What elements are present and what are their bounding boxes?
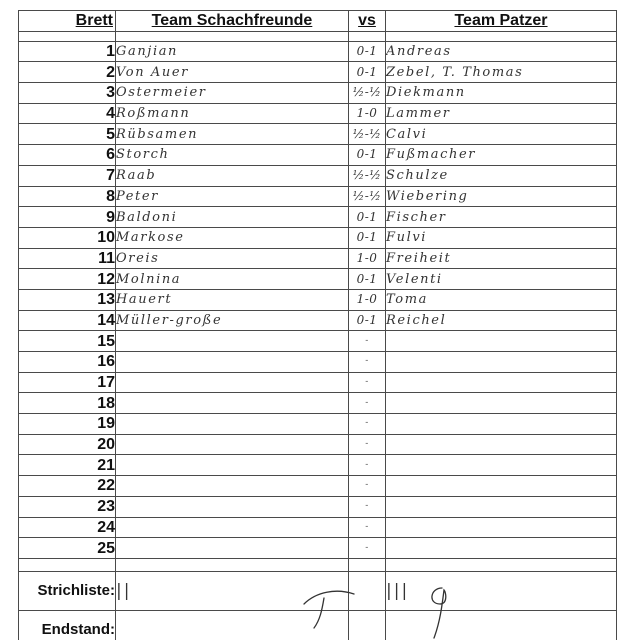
home-player [116, 331, 349, 352]
home-player [116, 352, 349, 373]
board-number: 12 [19, 269, 116, 290]
home-player: Oreis [116, 248, 349, 269]
board-number: 18 [19, 393, 116, 414]
board-result: 0-1 [349, 207, 386, 228]
home-player: Markose [116, 227, 349, 248]
spacer-row [19, 31, 617, 41]
home-tally-marks: || [116, 571, 349, 610]
away-player: Lammer [386, 103, 617, 124]
board-row [19, 41, 617, 62]
board-number: 22 [19, 476, 116, 497]
gap-row [19, 558, 617, 571]
board-result: 0-1 [349, 310, 386, 331]
board-result: 0-1 [349, 269, 386, 290]
tally-label: Strichliste: [19, 571, 116, 610]
board-row [19, 434, 617, 455]
board-row [19, 331, 617, 352]
board-row [19, 372, 617, 393]
handwritten-stroke-away [420, 582, 460, 640]
board-row [19, 310, 617, 331]
home-player: Storch [116, 145, 349, 166]
board-result: - [349, 476, 386, 497]
away-player [386, 434, 617, 455]
away-player: Reichel [386, 310, 617, 331]
away-player [386, 538, 617, 559]
home-team-header: Team Schachfreunde [116, 11, 349, 32]
board-number: 3 [19, 83, 116, 104]
away-player: Fulvi [386, 227, 617, 248]
away-tally-marks: ||| [386, 571, 617, 610]
away-player [386, 331, 617, 352]
home-player [116, 372, 349, 393]
board-number: 16 [19, 352, 116, 373]
board-row [19, 124, 617, 145]
board-number: 17 [19, 372, 116, 393]
handwritten-stroke-home [296, 584, 366, 640]
board-result: ½-½ [349, 165, 386, 186]
board-row [19, 62, 617, 83]
board-result: ½-½ [349, 186, 386, 207]
board-number: 5 [19, 124, 116, 145]
away-player: Toma [386, 289, 617, 310]
brett-header: Brett [19, 11, 116, 32]
away-player [386, 455, 617, 476]
home-player: Ostermeier [116, 83, 349, 104]
away-player: Zebel, T. Thomas [386, 62, 617, 83]
board-number: 6 [19, 145, 116, 166]
board-row [19, 248, 617, 269]
board-number: 2 [19, 62, 116, 83]
board-number: 7 [19, 165, 116, 186]
board-row [19, 103, 617, 124]
board-row [19, 414, 617, 435]
board-number: 15 [19, 331, 116, 352]
home-player: Von Auer [116, 62, 349, 83]
home-player: Rübsamen [116, 124, 349, 145]
board-result: ½-½ [349, 83, 386, 104]
away-player [386, 372, 617, 393]
board-number: 24 [19, 517, 116, 538]
board-number: 1 [19, 41, 116, 62]
away-player: Fischer [386, 207, 617, 228]
home-player [116, 538, 349, 559]
away-player [386, 393, 617, 414]
away-player [386, 517, 617, 538]
board-result: - [349, 372, 386, 393]
board-result: 0-1 [349, 145, 386, 166]
home-player: Roßmann [116, 103, 349, 124]
away-player: Diekmann [386, 83, 617, 104]
home-player: Peter [116, 186, 349, 207]
away-player: Freiheit [386, 248, 617, 269]
board-number: 25 [19, 538, 116, 559]
vs-header: vs [349, 11, 386, 32]
board-number: 11 [19, 248, 116, 269]
board-number: 9 [19, 207, 116, 228]
away-player [386, 496, 617, 517]
board-result: - [349, 352, 386, 373]
board-result: ½-½ [349, 124, 386, 145]
board-result: - [349, 331, 386, 352]
board-rows [19, 41, 617, 558]
board-number: 8 [19, 186, 116, 207]
home-player: Baldoni [116, 207, 349, 228]
home-player [116, 434, 349, 455]
home-player [116, 496, 349, 517]
board-result: - [349, 393, 386, 414]
board-row [19, 476, 617, 497]
board-number: 14 [19, 310, 116, 331]
board-row [19, 165, 617, 186]
home-player: Ganjian [116, 41, 349, 62]
home-player [116, 393, 349, 414]
board-row [19, 289, 617, 310]
board-number: 21 [19, 455, 116, 476]
board-result: - [349, 434, 386, 455]
board-number: 13 [19, 289, 116, 310]
board-row [19, 496, 617, 517]
board-result: 0-1 [349, 62, 386, 83]
board-number: 20 [19, 434, 116, 455]
board-number: 23 [19, 496, 116, 517]
board-row [19, 145, 617, 166]
away-player [386, 476, 617, 497]
board-result: - [349, 414, 386, 435]
board-number: 4 [19, 103, 116, 124]
home-player: Hauert [116, 289, 349, 310]
board-row [19, 517, 617, 538]
away-player: Velenti [386, 269, 617, 290]
board-row [19, 207, 617, 228]
away-player [386, 352, 617, 373]
home-player: Müller-große [116, 310, 349, 331]
board-result: - [349, 538, 386, 559]
board-result: 1-0 [349, 103, 386, 124]
board-row [19, 227, 617, 248]
header-row [19, 11, 617, 32]
board-result: - [349, 517, 386, 538]
home-player: Raab [116, 165, 349, 186]
home-player [116, 455, 349, 476]
home-player: Molnina [116, 269, 349, 290]
board-row [19, 455, 617, 476]
board-result: 0-1 [349, 227, 386, 248]
home-player [116, 414, 349, 435]
board-result: - [349, 496, 386, 517]
board-result: 1-0 [349, 248, 386, 269]
home-player [116, 517, 349, 538]
board-row [19, 393, 617, 414]
away-player: Fußmacher [386, 145, 617, 166]
board-row [19, 352, 617, 373]
away-player: Schulze [386, 165, 617, 186]
board-number: 19 [19, 414, 116, 435]
home-player [116, 476, 349, 497]
board-row [19, 538, 617, 559]
board-result: - [349, 455, 386, 476]
board-number: 10 [19, 227, 116, 248]
board-result: 1-0 [349, 289, 386, 310]
away-player: Calvi [386, 124, 617, 145]
board-result: 0-1 [349, 41, 386, 62]
board-row [19, 269, 617, 290]
away-team-header: Team Patzer [386, 11, 617, 32]
board-row [19, 186, 617, 207]
away-player: Andreas [386, 41, 617, 62]
results-table [18, 10, 617, 640]
final-label: Endstand: [19, 610, 116, 640]
board-row [19, 83, 617, 104]
away-player: Wiebering [386, 186, 617, 207]
away-player [386, 414, 617, 435]
